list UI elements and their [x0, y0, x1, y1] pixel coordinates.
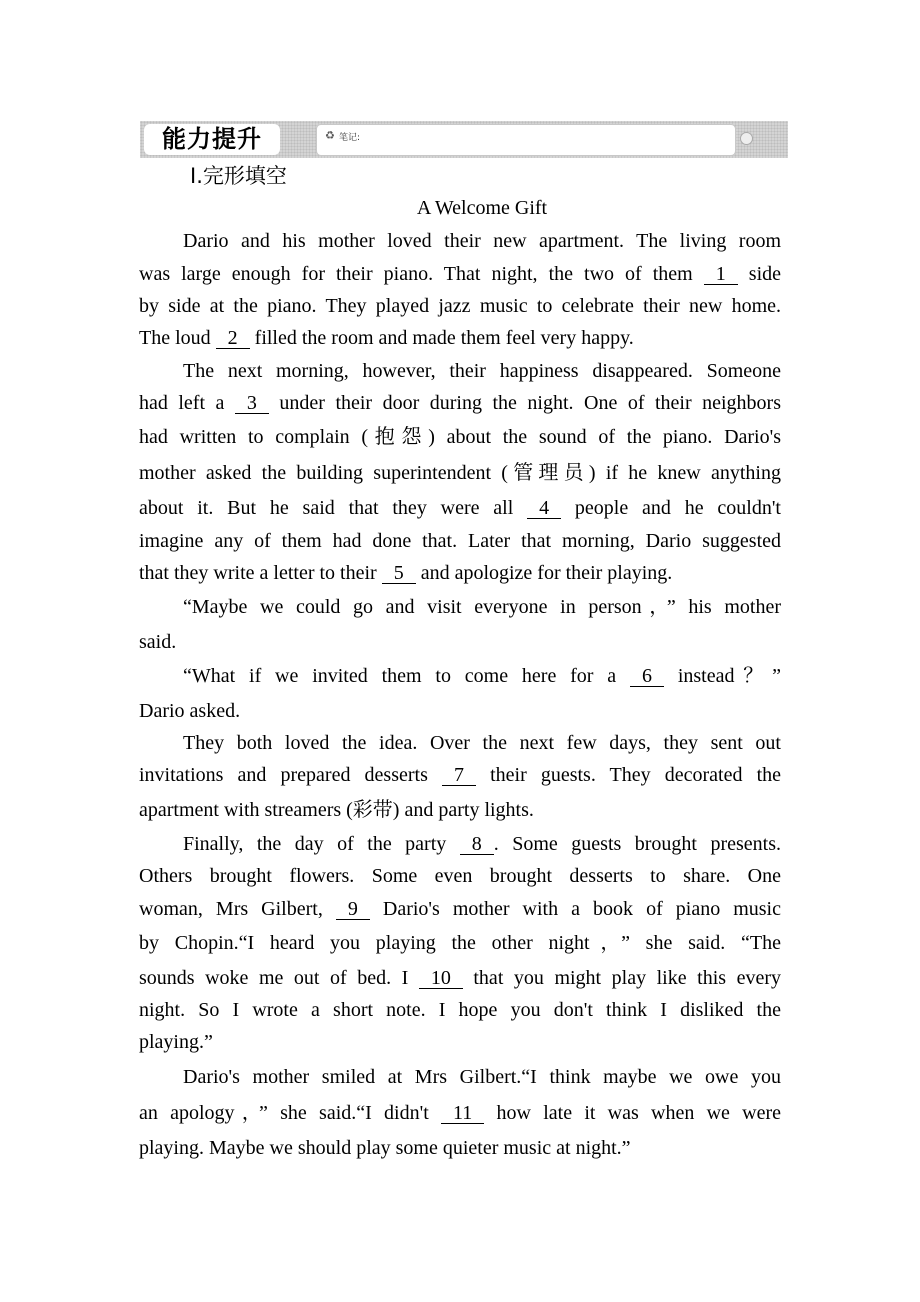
line-text: Others brought flowers. Some even brought desserts to share. One — [139, 865, 781, 887]
passage-line — [139, 262, 781, 286]
passage-line — [139, 461, 781, 485]
passage-line — [139, 798, 781, 822]
line-text: The next morning, however, their happiness disappeared. Someone — [183, 360, 781, 382]
passage-line — [139, 966, 781, 990]
line-text: said. — [139, 631, 177, 653]
line-text: Dario and his mother loved their new apartment. The living room — [183, 230, 781, 252]
line-text: had left a — [139, 392, 235, 414]
line-text: about it. But he said that they were all — [139, 497, 528, 519]
passage-line — [139, 1136, 781, 1160]
blank-9: 9 — [336, 900, 370, 920]
line-text: sounds woke me out of bed. I — [139, 967, 419, 989]
blank-5: 5 — [382, 564, 416, 584]
passage-line — [139, 763, 781, 787]
passage-line — [139, 294, 781, 318]
note-label: 笔记: — [339, 133, 361, 143]
line-text: They both loved the idea. Over the next few days, they sent out — [183, 732, 781, 754]
passage-line — [139, 1030, 781, 1054]
blank-10: 10 — [419, 969, 463, 989]
line-text: “What if we invited them to come here for a — [183, 665, 630, 687]
line-text: invitations and prepared desserts — [139, 764, 442, 786]
line-text: and apologize for their playing. — [415, 562, 673, 584]
passage-line — [139, 561, 781, 585]
passage-title: A Welcome Gift — [416, 197, 548, 219]
passage-line — [139, 391, 781, 415]
line-text: by Chopin.“I heard you playing the other night，” she said. “The — [139, 932, 781, 954]
passage-line — [183, 731, 781, 755]
passage-line — [139, 425, 781, 449]
line-text: “Maybe we could go and visit everyone in person，” his mother — [183, 596, 781, 618]
line-text: imagine any of them had done that. Later that morning, Dario suggested — [139, 530, 781, 552]
passage-line — [139, 864, 781, 888]
line-text: side — [737, 263, 782, 285]
line-text: . Some guests brought presents. — [493, 833, 782, 855]
line-text: that they write a letter to their — [139, 562, 382, 584]
blank-4: 4 — [527, 499, 561, 519]
line-text: that you might play like this every — [462, 967, 781, 989]
section-heading: Ⅰ.完形填空 — [190, 164, 287, 188]
blank-11: 11 — [441, 1104, 484, 1124]
blank-3: 3 — [235, 394, 269, 414]
passage-line — [183, 595, 781, 619]
line-text: Dario asked. — [139, 700, 241, 722]
passage-line — [183, 1065, 781, 1089]
line-text: night. So I wrote a short note. I hope you don't think I disliked the — [139, 999, 781, 1021]
pin-icon — [740, 132, 753, 145]
passage-line — [139, 630, 781, 654]
line-text: had written to complain (抱怨) about the sound of the piano. Dario's — [139, 426, 781, 448]
blank-7: 7 — [442, 766, 476, 786]
line-text: The loud — [139, 327, 216, 349]
passage-line — [139, 897, 781, 921]
line-text: woman, Mrs Gilbert, — [139, 898, 336, 920]
line-text: playing.” — [139, 1031, 213, 1053]
passage-line — [139, 699, 781, 723]
blank-6: 6 — [630, 667, 664, 687]
note-field — [316, 124, 736, 156]
line-text: Finally, the day of the party — [183, 833, 460, 855]
line-text: how late it was when we were — [484, 1102, 781, 1124]
passage-line — [183, 229, 781, 253]
passage-line — [139, 496, 781, 520]
line-text: instead？” — [664, 665, 782, 687]
line-text: was large enough for their piano. That night, the two of them — [139, 263, 704, 285]
line-text: mother asked the building superintendent (管理员) if he knew anything — [139, 462, 781, 484]
line-text: Dario's mother with a book of piano music — [369, 898, 781, 920]
passage-line — [183, 664, 781, 688]
line-text: filled the room and made them feel very happy. — [249, 327, 634, 349]
line-text: Dario's mother smiled at Mrs Gilbert.“I think maybe we owe you — [183, 1066, 781, 1088]
line-text: apartment with streamers (彩带) and party lights. — [139, 799, 534, 821]
passage-line — [139, 1101, 781, 1125]
recycle-icon: ♻ — [325, 130, 335, 142]
line-text: people and he couldn't — [561, 497, 781, 519]
passage-line — [139, 931, 781, 955]
section-banner — [140, 121, 788, 158]
passage-line — [139, 998, 781, 1022]
blank-1: 1 — [704, 265, 738, 285]
passage-line — [183, 832, 781, 856]
passage-line — [183, 359, 781, 383]
passage-line — [139, 529, 781, 553]
blank-8: 8 — [460, 835, 494, 855]
passage-line — [139, 326, 781, 350]
line-text: under their door during the night. One of their neighbors — [268, 392, 782, 414]
section-badge: 能力提升 — [144, 124, 280, 155]
line-text: by side at the piano. They played jazz music to celebrate their new home. — [139, 295, 781, 317]
blank-2: 2 — [216, 329, 250, 349]
line-text: their guests. They decorated the — [475, 764, 782, 786]
line-text: an apology，” she said.“I didn't — [139, 1102, 442, 1124]
line-text: playing. Maybe we should play some quieter music at night.” — [139, 1137, 631, 1159]
